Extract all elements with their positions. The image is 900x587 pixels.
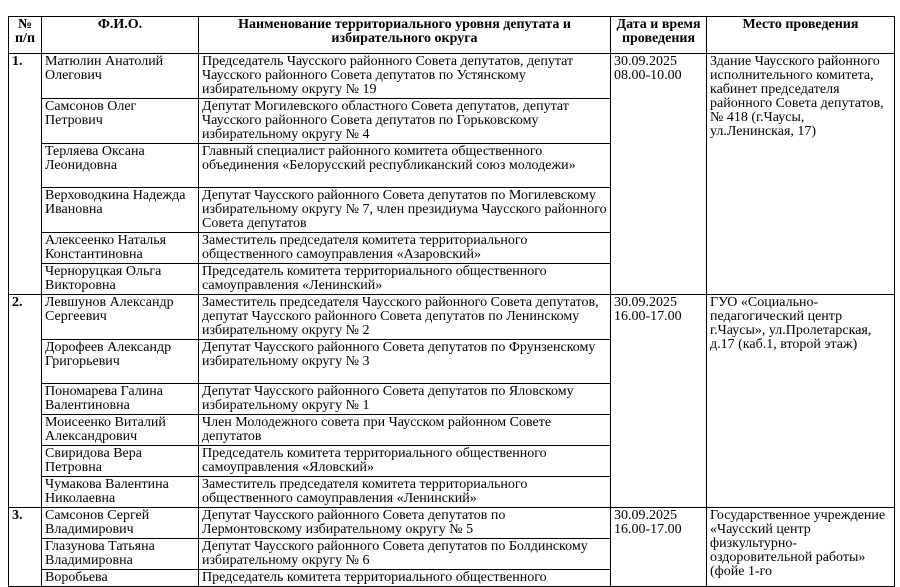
deputy-position: Главный специалист районного комитета общественного объединения «Белорусский республиканский союз молодежи» [199, 144, 611, 188]
deputy-name: Левшунов Александр Сергеевич [42, 295, 199, 340]
table-body [9, 54, 895, 587]
table-row [9, 295, 895, 340]
reception-datetime [611, 54, 707, 295]
reception-place: Здание Чаусского районного исполнительного комитета, кабинет председателя районного Совета депутатов, № 418 (г.Чаусы, ул.Ленинская, 17) [707, 54, 895, 295]
reception-place: Государственное учреждение «Чаусский центр физкультурно-оздоровительной работы» (фойе 1-го [707, 508, 895, 587]
deputy-position: Председатель комитета территориального общественного [199, 570, 611, 587]
deputy-position: Заместитель председателя комитета территориального общественного самоуправления «Ленинский» [199, 477, 611, 508]
reception-date: 30.09.2025 [614, 295, 677, 310]
reception-datetime [611, 295, 707, 508]
deputy-name: Пономарева Галина Валентиновна [42, 384, 199, 415]
deputy-position: Член Молодежного совета при Чаусском районном Совете депутатов [199, 415, 611, 446]
table-row [9, 508, 895, 539]
deputy-name: Моисеенко Виталий Александрович [42, 415, 199, 446]
header-datetime: Дата и время проведения [611, 17, 707, 54]
deputy-name: Самсонов Олег Петрович [42, 99, 199, 144]
deputy-position: Председатель комитета территориального общественного самоуправления «Ленинский» [199, 264, 611, 295]
deputy-position: Депутат Могилевского областного Совета депутатов, депутат Чаусского районного Совета депутатов по Горьковскому избирательному округу № 4 [199, 99, 611, 144]
deputy-name: Терляева Оксана Леонидовна [42, 144, 199, 188]
reception-time: 16.00-17.00 [614, 309, 682, 324]
deputy-name: Самсонов Сергей Владимирович [42, 508, 199, 539]
deputy-position: Заместитель председателя комитета территориального общественного самоуправления «Азаровский» [199, 233, 611, 264]
deputy-position: Депутат Чаусского районного Совета депутатов по Могилевскому избирательному округу № 7, член президиума Чаусского районного Совета депутатов [199, 188, 611, 233]
deputy-position: Председатель комитета территориального общественного самоуправления «Яловский» [199, 446, 611, 477]
header-name: Ф.И.О. [42, 17, 199, 54]
reception-date: 30.09.2025 [614, 508, 677, 523]
deputy-name: Глазунова Татьяна Владимировна [42, 539, 199, 570]
deputy-name: Матюлин Анатолий Олегович [42, 54, 199, 99]
deputy-position: Председатель Чаусского районного Совета депутатов, депутат Чаусского районного Совета депутатов по Устянскому избирательному округу № 19 [199, 54, 611, 99]
group-number: 2. [9, 295, 42, 508]
header-num: № п/п [9, 17, 42, 54]
deputy-position: Депутат Чаусского районного Совета депутатов по Яловскому избирательному округу № 1 [199, 384, 611, 415]
reception-date: 30.09.2025 [614, 54, 677, 69]
deputy-name: Алексеенко Наталья Константиновна [42, 233, 199, 264]
group-number: 1. [9, 54, 42, 295]
group-number: 3. [9, 508, 42, 587]
deputy-name: Воробьева [42, 570, 199, 587]
reception-time: 16.00-17.00 [614, 522, 682, 537]
reception-time: 08.00-10.00 [614, 68, 682, 83]
deputy-name: Свиридова Вера Петровна [42, 446, 199, 477]
deputy-position: Заместитель председателя Чаусского районного Совета депутатов, депутат Чаусского районного Совета депутатов по Ленинскому избирательному округу № 2 [199, 295, 611, 340]
deputies-reception-schedule-table [8, 16, 895, 587]
header-position: Наименование территориального уровня депутата и избирательного округа [199, 17, 611, 54]
deputy-position: Депутат Чаусского районного Совета депутатов по Фрунзенскому избирательному округу № 3 [199, 340, 611, 384]
header-row [9, 17, 895, 54]
deputy-name: Черноруцкая Ольга Викторовна [42, 264, 199, 295]
deputy-name: Дорофеев Александр Григорьевич [42, 340, 199, 384]
deputy-position: Депутат Чаусского районного Совета депутатов по Лермонтовскому избирательному округу № 5 [199, 508, 611, 539]
header-place: Место проведения [707, 17, 895, 54]
deputy-name: Верховодкина Надежда Ивановна [42, 188, 199, 233]
reception-datetime [611, 508, 707, 587]
reception-place: ГУО «Социально-педагогический центр г.Чаусы», ул.Пролетарская, д.17 (каб.1, второй этаж) [707, 295, 895, 508]
deputy-name: Чумакова Валентина Николаевна [42, 477, 199, 508]
table-row [9, 54, 895, 99]
deputy-position: Депутат Чаусского районного Совета депутатов по Болдинскому избирательному округу № 6 [199, 539, 611, 570]
